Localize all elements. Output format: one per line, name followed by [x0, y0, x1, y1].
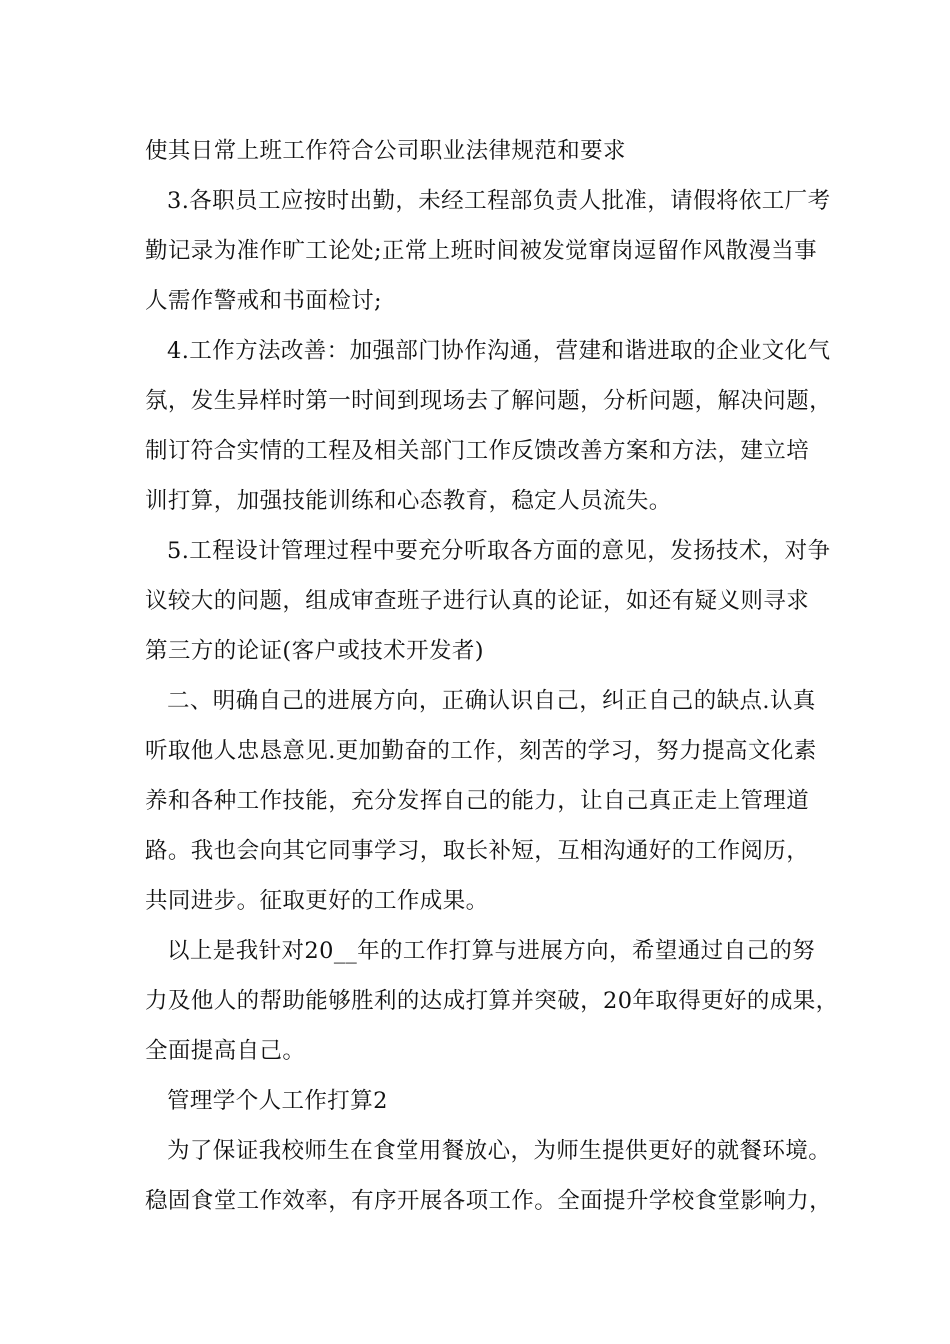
text-line: 议较大的问题，组成审查班子进行认真的论证，如还有疑义则寻求 — [145, 588, 810, 614]
text-line: 3.各职员工应按时出勤，未经工程部负责人批准，请假将依工厂考 — [167, 188, 831, 214]
text-line: 4.工作方法改善：加强部门协作沟通，营建和谐进取的企业文化气 — [167, 338, 831, 364]
text-line: 氛，发生异样时第一时间到现场去了解问题，分析问题，解决问题， — [145, 388, 833, 414]
text-line: 以上是我针对20__年的工作打算与进展方向，希望通过自己的努 — [167, 938, 816, 964]
text-line: 训打算，加强技能训练和心态教育，稳定人员流失。 — [145, 488, 672, 514]
text-line: 制订符合实情的工程及相关部门工作反馈改善方案和方法，建立培 — [145, 438, 810, 464]
text-line: 为了保证我校师生在食堂用餐放心，为师生提供更好的就餐环境。 — [167, 1138, 832, 1164]
text-line: 二、明确自己的进展方向，正确认识自己，纠正自己的缺点.认真 — [167, 688, 816, 714]
text-line: 使其日常上班工作符合公司职业法律规范和要求 — [145, 138, 626, 164]
text-line: 稳固食堂工作效率，有序开展各项工作。全面提升学校食堂影响力， — [145, 1188, 833, 1214]
text-line: 勤记录为准作旷工论处;正常上班时间被发觉窜岗逗留作风散漫当事 — [145, 238, 818, 264]
text-line: 共同进步。征取更好的工作成果。 — [145, 888, 489, 914]
document-body — [145, 126, 845, 1226]
text-line: 全面提高自己。 — [145, 1038, 306, 1064]
text-line: 第三方的论证(客户或技术开发者) — [145, 638, 484, 664]
section-heading: 管理学个人工作打算2 — [167, 1088, 388, 1114]
text-line: 人需作警戒和书面检讨; — [145, 288, 382, 314]
text-line: 力及他人的帮助能够胜利的达成打算并突破，20年取得更好的成果， — [145, 988, 839, 1014]
text-line: 听取他人忠恳意见.更加勤奋的工作，刻苦的学习，努力提高文化素 — [145, 738, 817, 764]
text-line: 养和各种工作技能，充分发挥自己的能力，让自己真正走上管理道 — [145, 788, 810, 814]
text-line: 路。我也会向其它同事学习，取长补短，互相沟通好的工作阅历， — [145, 838, 810, 864]
text-line: 5.工程设计管理过程中要充分听取各方面的意见，发扬技术，对争 — [167, 538, 831, 564]
